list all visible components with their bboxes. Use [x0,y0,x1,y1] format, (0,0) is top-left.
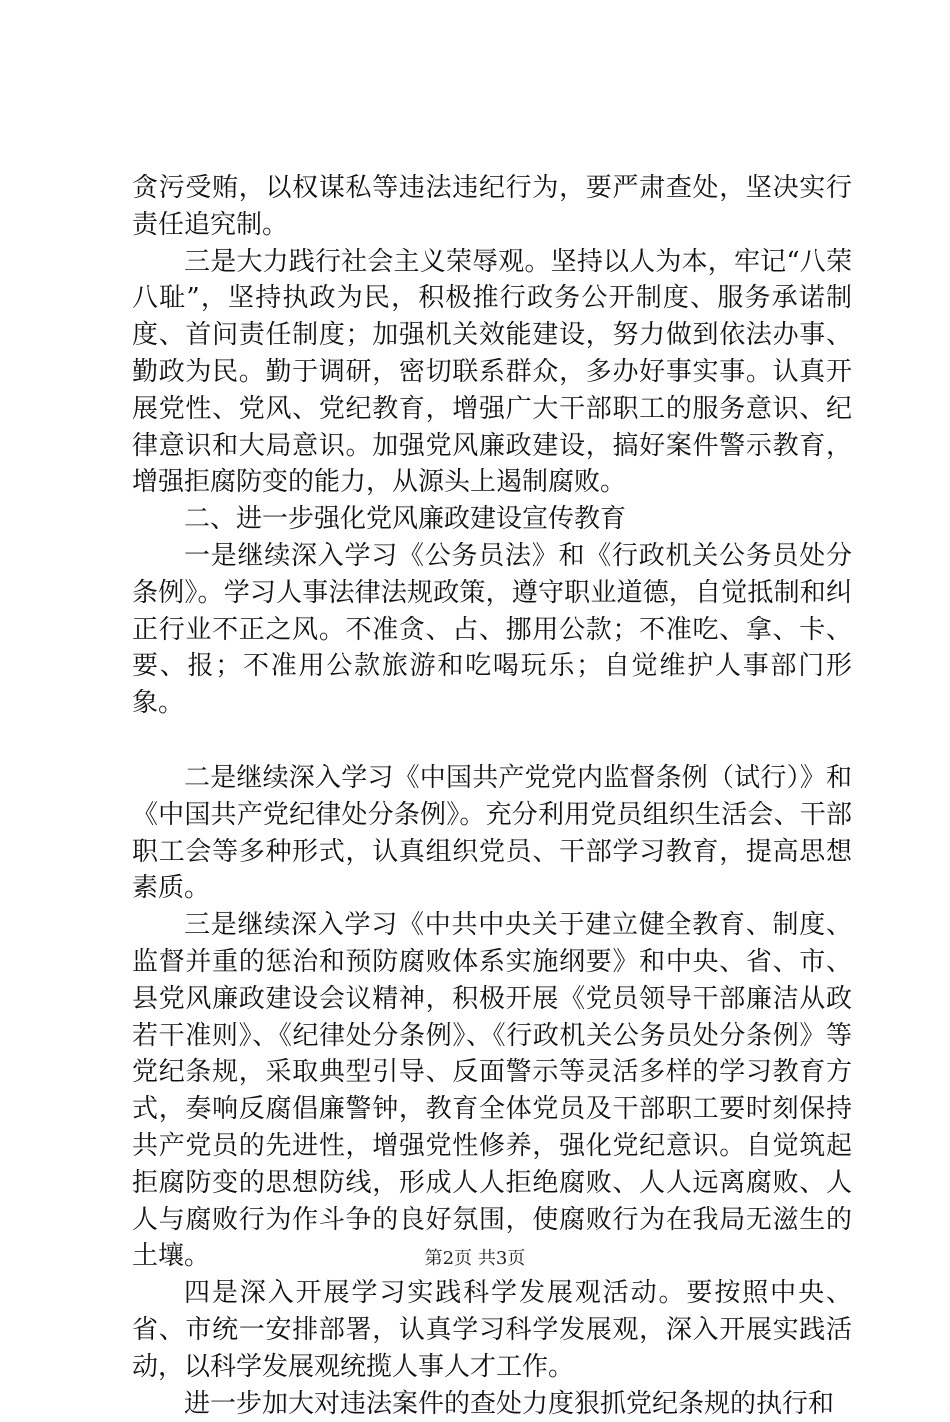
page-number-footer: 第2页 共3页 [0,1244,950,1270]
paragraph-anti-corruption-outline: 三是继续深入学习《中共中央关于建立健全教育、制度、监督并重的惩治和预防腐败体系实施纲要》和中央、省、市、县党风廉政建设会议精神，积极开展《党员领导干部廉洁从政若干准则》、《纪律处分条例》、《行政机关公务员处分条例》等党纪条规，采取典型引导、反面警示等灵活多样的学习教育方式，奏响反腐倡廉警钟，教育全体党员及干部职工要时刻保持共产党员的先进性，增强党性修养，强化党纪意识。自觉筑起拒腐防变的思想防线，形成人人拒绝腐败、人人远离腐败、人人与腐败行为作斗争的良好氛围，使腐败行为在我局无滋生的土壤。 [132,907,852,1275]
document-body [132,170,852,1422]
paragraph-case-investigation: 进一步加大对违法案件的查处力度狠抓党纪条规的执行和 [132,1386,852,1422]
paragraph-civil-servant-law: 一是继续深入学习《公务员法》和《行政机关公务员处分条例》。学习人事法律法规政策，遵守职业道德，自觉抵制和纠正行业不正之风。不准贪、占、挪用公款；不准吃、拿、卡、要、报；不准用公款旅游和吃喝玩乐；自觉维护人事部门形象。 [132,538,852,722]
section-heading-2: 二、进一步强化党风廉政建设宣传教育 [132,501,852,538]
paragraph-party-supervision: 二是继续深入学习《中国共产党党内监督条例（试行）》和《中国共产党纪律处分条例》。充分利用党员组织生活会、干部职工会等多种形式，认真组织党员、干部学习教育，提高思想素质。 [132,760,852,907]
paragraph-scientific-development: 四是深入开展学习实践科学发展观活动。要按照中央、省、市统一安排部署，认真学习科学发展观，深入开展实践活动，以科学发展观统揽人事人才工作。 [132,1275,852,1385]
paragraph-honor-disgrace: 三是大力践行社会主义荣辱观。坚持以人为本，牢记“八荣八耻”，坚持执政为民，积极推行政务公开制度、服务承诺制度、首问责任制度；加强机关效能建设，努力做到依法办事、勤政为民。勤于调研，密切联系群众，多办好事实事。认真开展党性、党风、党纪教育，增强广大干部职工的服务意识、纪律意识和大局意识。加强党风廉政建设，搞好案件警示教育，增强拒腐防变的能力，从源头上遏制腐败。 [132,244,852,502]
paragraph-continuation: 贪污受贿，以权谋私等违法违纪行为，要严肃查处，坚决实行责任追究制。 [132,170,852,244]
